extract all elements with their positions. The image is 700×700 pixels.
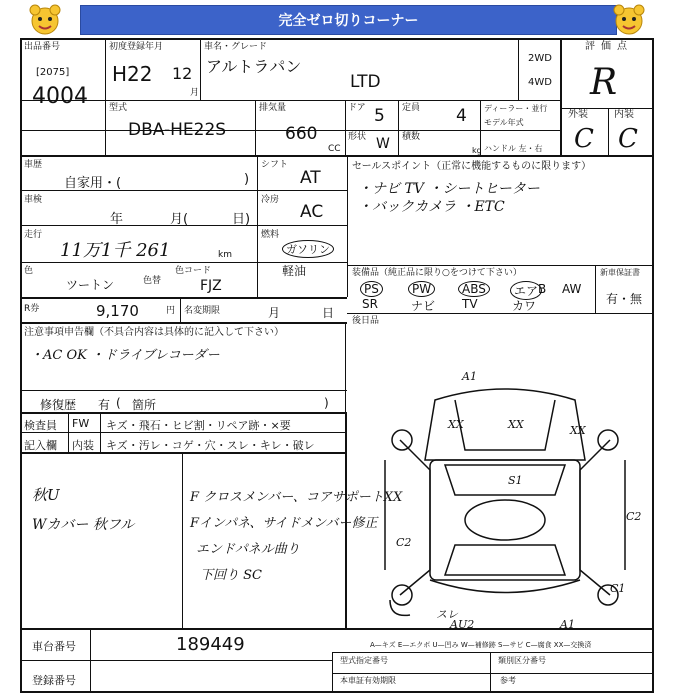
- ac-value: AC: [300, 202, 324, 222]
- mileage-value: 11万1千 261: [60, 240, 171, 261]
- equip-sr: SR: [362, 297, 378, 311]
- reg-label: 初度登録年月: [109, 42, 164, 52]
- capacity-label: 定員: [402, 103, 421, 113]
- recall-type-label: 型式指定番号: [340, 656, 388, 665]
- hw-left2: Wカバー 秋フル: [32, 517, 135, 533]
- equip-b: B: [538, 282, 547, 296]
- model-label: 車名・グレード: [204, 42, 268, 52]
- sales-label: セールスポイント（正常に機能するものに限ります）: [352, 161, 592, 172]
- reg-era: H22: [112, 62, 153, 86]
- color-code-label: 色替: [143, 276, 162, 286]
- displacement-value: 660: [285, 124, 318, 144]
- doors-label: ドア: [348, 103, 366, 113]
- type-label: 型式: [109, 103, 128, 113]
- diag-mark-c2-right: C2: [626, 510, 642, 523]
- displacement-label: 排気量: [259, 103, 287, 113]
- warranty-label: 新車保証書: [600, 268, 640, 277]
- inspection-year: 年: [110, 212, 124, 227]
- name-change-label: 名変期限: [184, 306, 221, 316]
- equip-abs: ABS: [458, 281, 490, 297]
- doors-value: 5: [374, 106, 385, 126]
- sales-line2: ・バックカメラ ・ETC: [358, 199, 505, 215]
- hw-left1: 秋U: [32, 486, 60, 504]
- equip-tv: TV: [462, 297, 478, 311]
- checker-interior: 内装: [72, 439, 94, 452]
- diag-mark-xx-2: XX: [508, 418, 524, 431]
- diag-mark-c1: C1: [610, 582, 626, 595]
- model-year-label: モデル年式: [484, 118, 524, 127]
- shift-label: シフト: [261, 160, 289, 170]
- history-close: ): [244, 172, 250, 187]
- reg-month-unit: 月: [190, 88, 200, 98]
- diag-mark-sure: スレ: [436, 608, 458, 621]
- name-change-month: 月: [268, 306, 281, 320]
- diag-mark-xx-1: XX: [448, 418, 464, 431]
- notes-label: 注意事項申告欄（不具合内容は具体的に記入して下さい）: [24, 327, 284, 338]
- colorcode-value: FJZ: [200, 278, 222, 294]
- dealer-label: ディーラー・並行: [484, 104, 548, 113]
- diag-mark-a1-top: A1: [462, 370, 477, 383]
- hw-right4: 下回り SC: [200, 568, 262, 583]
- recycle-value: 9,170: [96, 302, 139, 320]
- mileage-unit: km: [218, 250, 232, 260]
- equip-ps: PS: [360, 281, 383, 297]
- warranty-value: 有・無: [606, 292, 643, 306]
- sales-line1: ・ナビ TV ・シートヒーター: [358, 181, 540, 197]
- checker-label: 検査員: [24, 419, 57, 432]
- checker-fw: FW: [72, 417, 90, 430]
- checker-interior-items: キズ・汚レ・コゲ・穴・スレ・キレ・破レ: [106, 439, 315, 452]
- hw-right2: Fインパネ、サイドメンバー修正: [190, 516, 378, 531]
- equip-navi: ナビ: [411, 299, 436, 313]
- equipment-label: 装備品（純正品に限り○をつけて下さい）: [352, 268, 522, 278]
- repair-opt: 有: [98, 398, 111, 412]
- shift-value: AT: [300, 168, 321, 188]
- car-damage-diagram: [360, 370, 650, 625]
- notes-text: ・AC OK ・ドライブレコーダー: [30, 348, 220, 363]
- mascot-right-icon: [612, 2, 646, 36]
- score-label: 評価点: [585, 41, 633, 52]
- mascot-left-icon: [28, 2, 62, 36]
- shape-value: W: [376, 136, 390, 152]
- equip-pw: PW: [408, 281, 435, 297]
- recall-ref-label: 参考: [500, 676, 516, 685]
- history-value: 自家用・(: [64, 176, 122, 191]
- lot-label: 出品番号: [24, 42, 61, 52]
- ac-label: 冷房: [261, 195, 280, 205]
- diag-mark-c2-left: C2: [396, 536, 412, 549]
- recycle-unit: 円: [166, 306, 176, 316]
- model-grade: LTD: [350, 72, 381, 92]
- color-label: 色: [24, 266, 34, 276]
- repair-close: ): [324, 396, 329, 410]
- checker-label2: 記入欄: [24, 439, 57, 452]
- capacity-value: 4: [456, 106, 467, 126]
- lot-sub: [2075]: [36, 67, 70, 78]
- score-int-value: C: [618, 124, 638, 154]
- name-change-day: 日: [322, 306, 335, 320]
- handle-label: ハンドル 左・右: [484, 144, 543, 153]
- drive-4wd: 4WD: [528, 77, 552, 88]
- hw-right3: エンドパネル曲り: [196, 542, 300, 557]
- fuel-diesel: 軽油: [282, 264, 307, 278]
- diag-mark-s1: S1: [508, 474, 523, 487]
- load-label: 積数: [402, 132, 421, 142]
- load-unit: kg: [472, 146, 482, 155]
- colorcode-label: 色コード: [175, 266, 212, 276]
- chassis-label: 車台番号: [32, 640, 76, 653]
- recall-class-label: 類別区分番号: [498, 656, 546, 665]
- diag-mark-a1-bottom: A1: [560, 618, 575, 631]
- banner-title: 完全ゼロ切りコーナー: [80, 5, 617, 35]
- score-int-label: 内装: [614, 109, 634, 120]
- repair-paren: (: [116, 396, 121, 410]
- inspection-label: 車検: [24, 195, 43, 205]
- repair-label: 修復歴: [40, 398, 77, 412]
- diag-mark-au2: AU2: [450, 618, 475, 631]
- equip-leather: カワ: [512, 299, 537, 313]
- hw-right1: F クロスメンバー、コアサポートXX: [190, 490, 403, 505]
- diag-mark-xx-3: XX: [570, 424, 586, 437]
- equip-air: エア: [510, 281, 542, 300]
- history-label: 車歴: [24, 160, 43, 170]
- score-ext-value: C: [574, 124, 594, 154]
- displacement-unit: CC: [328, 144, 341, 154]
- checker-fw-items: キズ・飛石・ヒビ割・リペア跡・×要: [106, 419, 291, 432]
- model-name: アルトラパン: [206, 57, 302, 76]
- score-ext-label: 外装: [568, 109, 588, 120]
- score-value: R: [590, 62, 618, 103]
- chassis-value: 189449: [176, 634, 245, 655]
- drive-2wd: 2WD: [528, 53, 552, 64]
- delivery-label: 後日品: [352, 316, 380, 326]
- recall-expiry-label: 本車証有効期限: [340, 676, 396, 685]
- mileage-label: 走行: [24, 230, 43, 240]
- shape-label: 形状: [348, 132, 367, 142]
- recycle-label: R券: [24, 304, 40, 314]
- plate-label: 登録番号: [32, 674, 76, 687]
- fuel-label: 燃料: [261, 230, 280, 240]
- lot-number: 4004: [32, 84, 88, 109]
- color-value: ツートン: [66, 278, 115, 292]
- inspection-day: 日): [232, 212, 251, 227]
- repair-place: 箇所: [132, 398, 157, 412]
- equip-aw: AW: [562, 282, 582, 296]
- reg-month: 12: [172, 64, 193, 83]
- inspection-month: 月(: [170, 212, 189, 227]
- type-value: DBA-HE22S: [128, 120, 227, 140]
- fuel-gas: ガソリン: [282, 240, 334, 258]
- diagram-legend: A—キズ E—エクボ U—凹み W—補修跡 S—サビ C—腐食 XX—交換済: [370, 641, 592, 649]
